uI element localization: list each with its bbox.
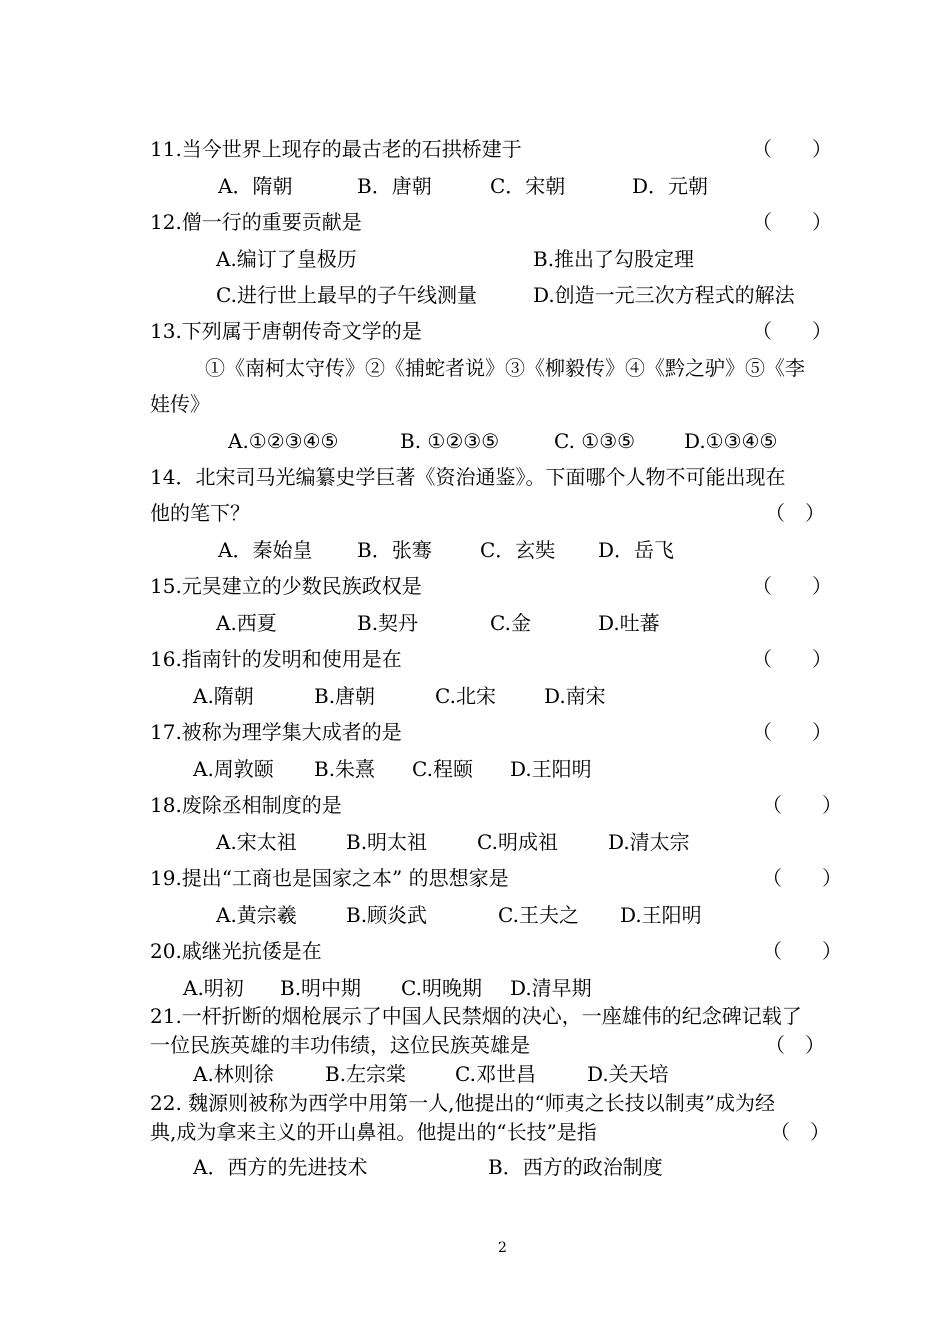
question-22-option-b: B．西方的政治制度 xyxy=(488,1155,663,1179)
question-16-option-b: B.唐朝 xyxy=(314,684,376,708)
question-19-stem: 19.提出“工商也是国家之本” 的思想家是 xyxy=(150,866,509,890)
question-13-option-a: A.①②③④⑤ xyxy=(228,429,339,453)
question-21-option-a: A.林则徐 xyxy=(193,1062,274,1086)
question-19-option-b: B.顾炎武 xyxy=(346,903,428,927)
question-13-items-line-2: 娃传》 xyxy=(150,392,210,416)
question-15-option-a: A.西夏 xyxy=(216,611,277,635)
question-16-option-d: D.南宋 xyxy=(544,684,606,708)
question-12-answer-bracket: （ ） xyxy=(752,210,832,234)
question-13-option-d: D.①③④⑤ xyxy=(684,429,778,453)
question-15-option-c: C.金 xyxy=(490,611,531,635)
question-22-stem-line-1: 22. 魏源则被称为西学中用第一人,他提出的“师夷之长技以制夷”成为经 xyxy=(150,1091,775,1115)
question-16-stem: 16.指南针的发明和使用是在 xyxy=(150,647,402,671)
question-20-option-b: B.明中期 xyxy=(280,976,362,1000)
question-20-option-d: D.清早期 xyxy=(510,976,592,1000)
question-11-option-d: D．元朝 xyxy=(632,174,709,198)
question-14-option-b: B．张骞 xyxy=(357,538,432,562)
question-12-option-b: B.推出了勾股定理 xyxy=(533,247,695,271)
question-22-option-a: A．西方的先进技术 xyxy=(193,1155,368,1179)
question-21-option-d: D.关天培 xyxy=(587,1062,669,1086)
question-13-option-b: B. ①②③⑤ xyxy=(400,429,500,453)
question-18-option-c: C.明成祖 xyxy=(477,830,558,854)
page-number: 2 xyxy=(498,1240,507,1256)
question-18-option-a: A.宋太祖 xyxy=(216,830,297,854)
question-15-answer-bracket: （ ） xyxy=(752,574,832,598)
question-17-option-a: A.周敦颐 xyxy=(193,757,274,781)
question-21-option-c: C.邓世昌 xyxy=(455,1062,536,1086)
question-20-option-c: C.明晚期 xyxy=(401,976,482,1000)
question-21-option-b: B.左宗棠 xyxy=(325,1062,407,1086)
question-13-stem: 13.下列属于唐朝传奇文学的是 xyxy=(150,319,422,343)
question-19-answer-bracket: （ ） xyxy=(762,866,842,890)
question-18-stem: 18.废除丞相制度的是 xyxy=(150,793,342,817)
question-13-option-c: C. ①③⑤ xyxy=(554,429,636,453)
question-16-option-c: C.北宋 xyxy=(435,684,496,708)
question-18-answer-bracket: （ ） xyxy=(762,793,842,817)
question-12-option-a: A.编订了皇极历 xyxy=(216,247,357,271)
question-14-option-a: A．秦始皇 xyxy=(218,538,313,562)
question-19-option-a: A.黄宗羲 xyxy=(216,903,297,927)
question-15-stem: 15.元昊建立的少数民族政权是 xyxy=(150,574,422,598)
question-21-stem-line-2: 一位民族英雄的丰功伟绩，这位民族英雄是 xyxy=(150,1033,530,1057)
question-21-answer-bracket: （ ） xyxy=(765,1033,825,1057)
question-19-option-c: C.王夫之 xyxy=(498,903,579,927)
question-22-stem-line-2: 典,成为拿来主义的开山鼻祖。他提出的“长技”是指 xyxy=(150,1120,597,1144)
question-15-option-d: D.吐蕃 xyxy=(598,611,660,635)
question-15-option-b: B.契丹 xyxy=(357,611,419,635)
question-14-stem-line-1: 14．北宋司马光编纂史学巨著《资治通鉴》。下面哪个人物不可能出现在 xyxy=(150,465,786,489)
question-17-option-d: D.王阳明 xyxy=(510,757,592,781)
question-11-option-a: A．隋朝 xyxy=(218,174,293,198)
question-22-answer-bracket: （ ） xyxy=(770,1120,830,1144)
question-13-answer-bracket: （ ） xyxy=(752,319,832,343)
question-13-items-line-1: ①《南柯太守传》②《捕蛇者说》③《柳毅传》④《黔之驴》⑤《李 xyxy=(205,356,805,380)
question-16-answer-bracket: （ ） xyxy=(752,647,832,671)
question-14-stem-line-2: 他的笔下？ xyxy=(150,501,250,525)
question-16-option-a: A.隋朝 xyxy=(193,684,254,708)
question-12-option-d: D.创造一元三次方程式的解法 xyxy=(533,283,795,307)
question-20-option-a: A.明初 xyxy=(183,976,244,1000)
question-14-answer-bracket: （ ） xyxy=(765,501,825,525)
question-12-stem: 12.僧一行的重要贡献是 xyxy=(150,210,362,234)
question-20-answer-bracket: （ ） xyxy=(762,939,842,963)
question-17-stem: 17.被称为理学集大成者的是 xyxy=(150,720,402,744)
question-12-option-c: C.进行世上最早的子午线测量 xyxy=(216,283,477,307)
question-21-stem-line-1: 21.一杆折断的烟枪展示了中国人民禁烟的决心，一座雄伟的纪念碑记载了 xyxy=(150,1004,802,1028)
question-17-option-b: B.朱熹 xyxy=(314,757,376,781)
question-19-option-d: D.王阳明 xyxy=(620,903,702,927)
question-14-option-d: D．岳飞 xyxy=(598,538,675,562)
question-11-stem: 11.当今世界上现存的最古老的石拱桥建于 xyxy=(150,137,522,161)
question-11-answer-bracket: （ ） xyxy=(752,137,832,161)
question-17-answer-bracket: （ ） xyxy=(752,720,832,744)
question-11-option-c: C．宋朝 xyxy=(490,174,566,198)
question-20-stem: 20.戚继光抗倭是在 xyxy=(150,939,322,963)
question-14-option-c: C．玄奘 xyxy=(480,538,556,562)
question-18-option-d: D.清太宗 xyxy=(608,830,690,854)
question-18-option-b: B.明太祖 xyxy=(346,830,428,854)
question-11-option-b: B．唐朝 xyxy=(357,174,432,198)
question-17-option-c: C.程颐 xyxy=(412,757,473,781)
